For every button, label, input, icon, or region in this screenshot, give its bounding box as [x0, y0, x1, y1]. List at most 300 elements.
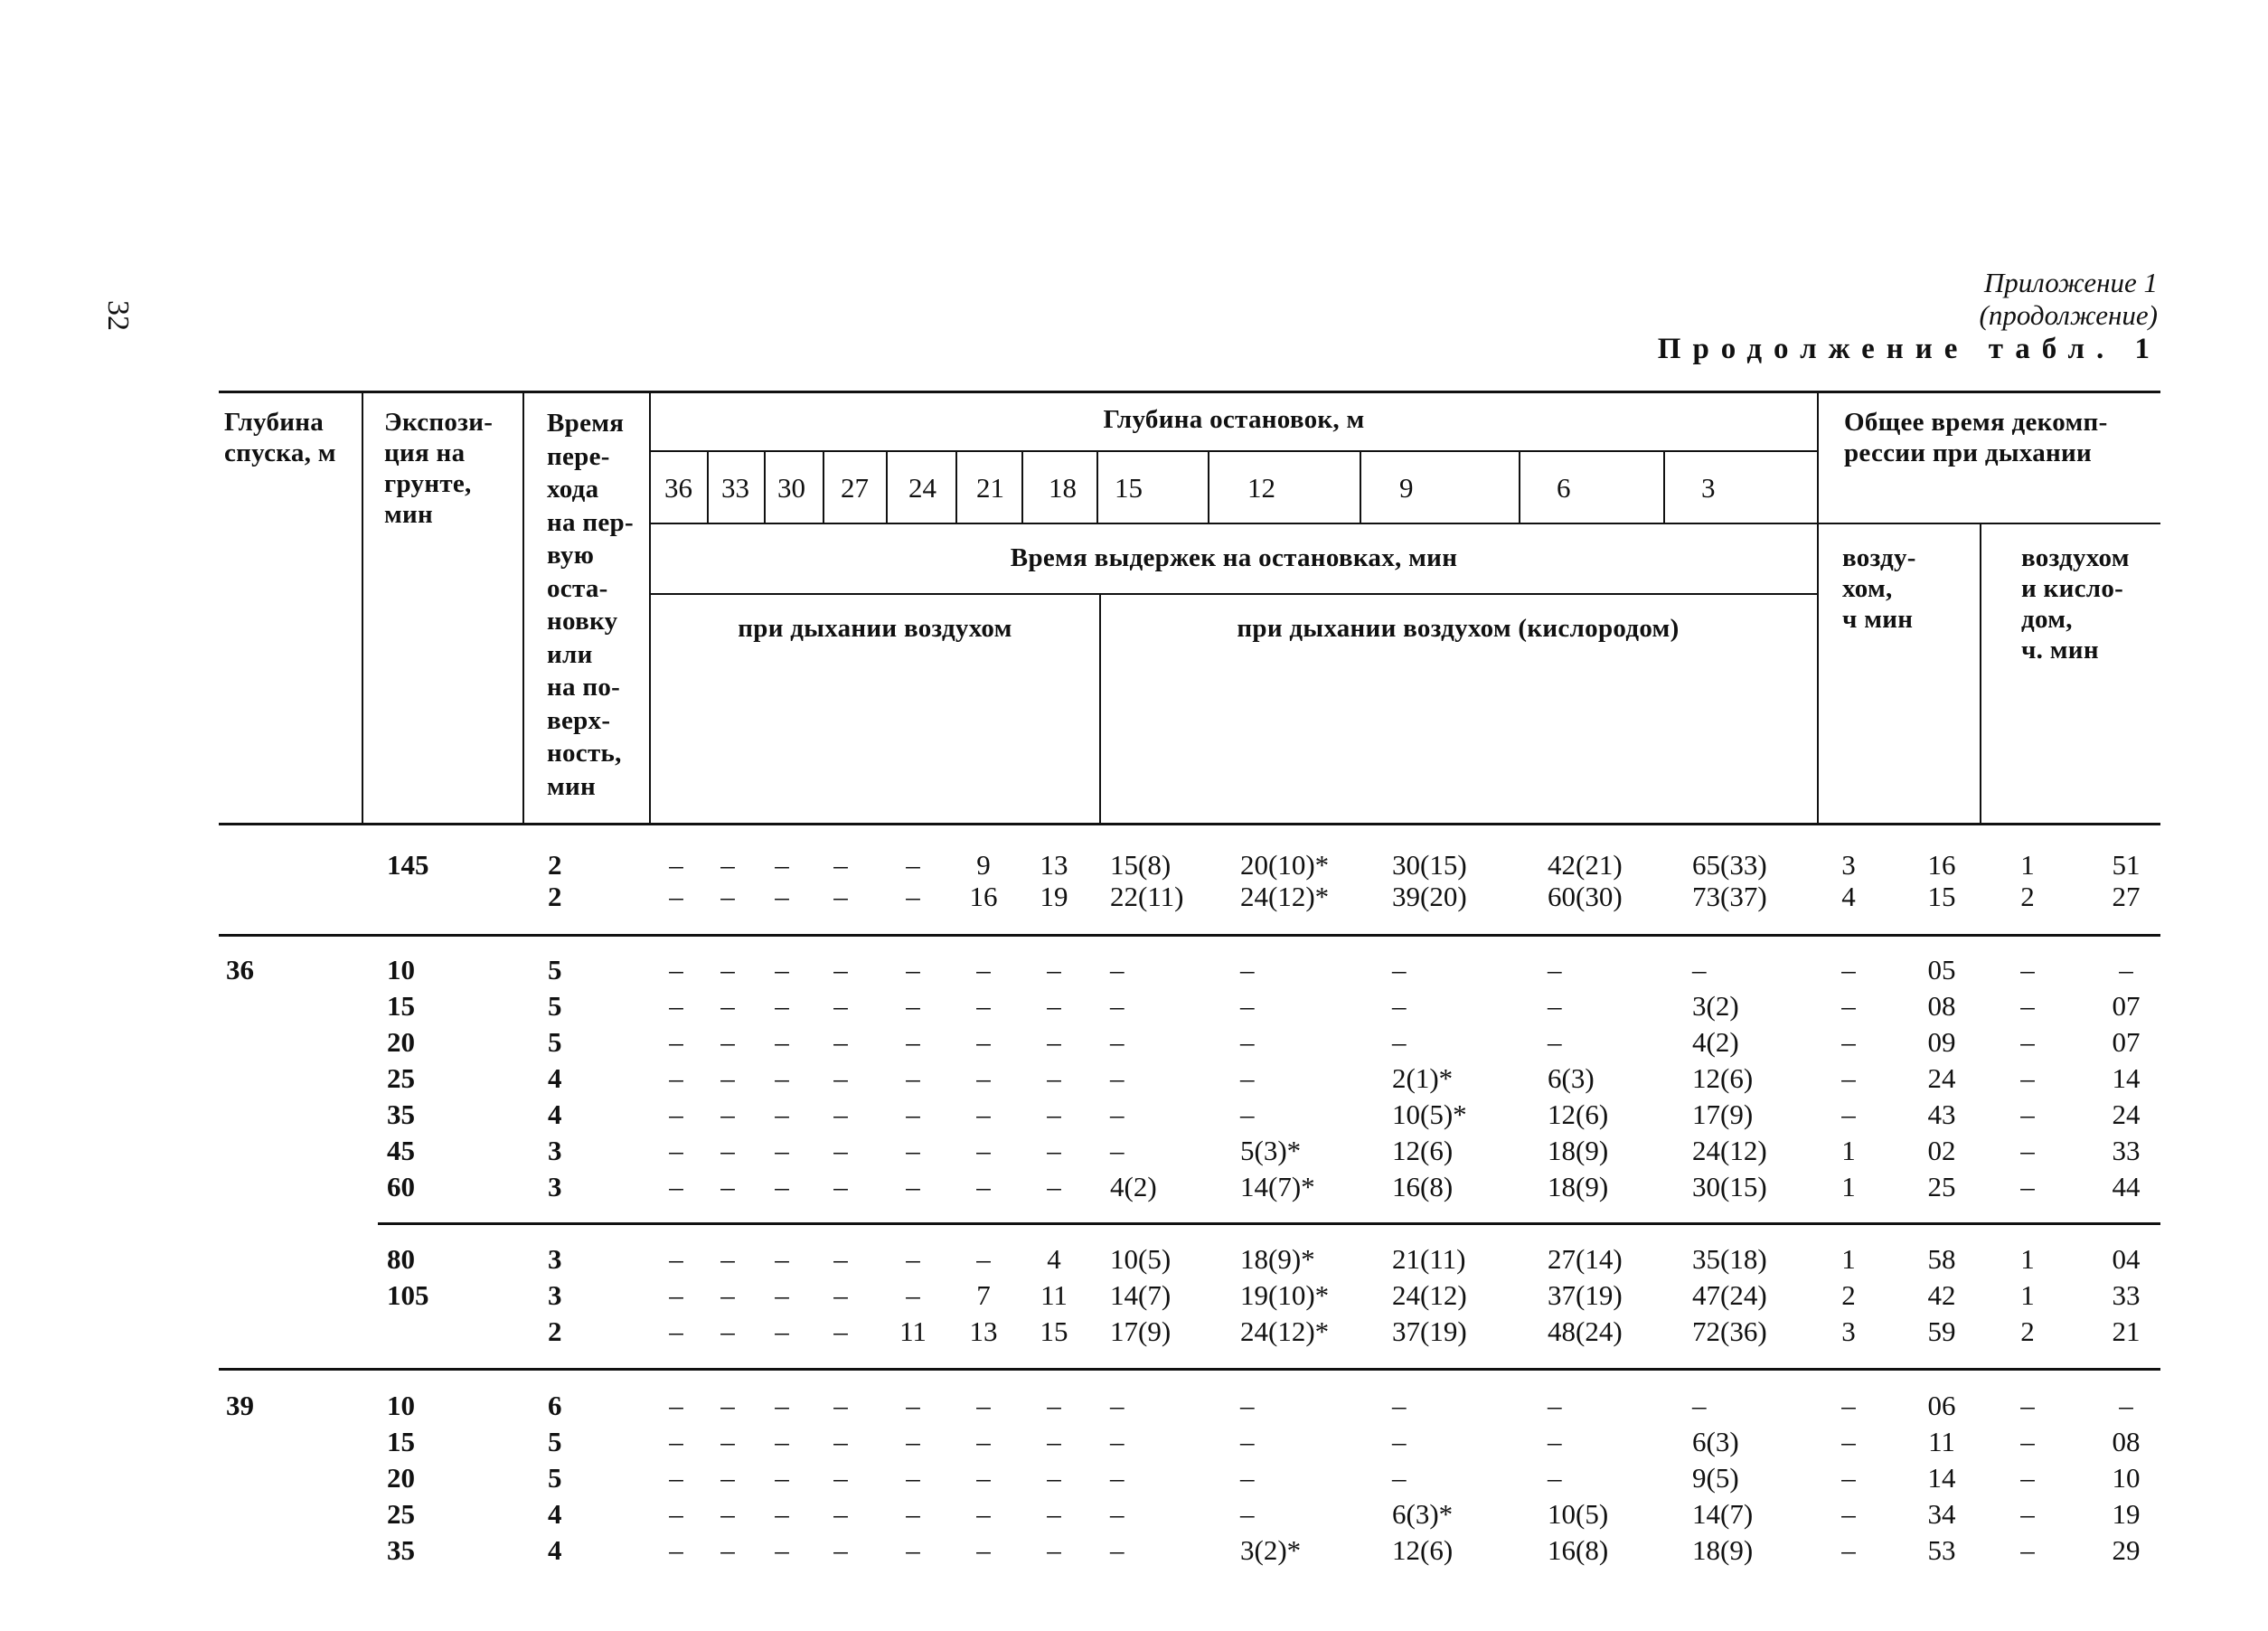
cell-stop-3: 6(3)	[1692, 1426, 1739, 1457]
cell-transition: 3	[548, 1243, 562, 1275]
cell-stop-6: –	[1548, 1426, 1562, 1457]
cell-transition: 6	[548, 1390, 562, 1421]
cell-stop-27: –	[833, 954, 848, 985]
cell-stop-9: –	[1392, 1390, 1407, 1421]
cell-stop-12: 5(3)*	[1240, 1135, 1302, 1166]
cell-stop-9: 24(12)	[1392, 1279, 1467, 1311]
appendix-label	[1980, 267, 2159, 332]
cell-stop-18: –	[1047, 1462, 1061, 1494]
cell-stop-24: –	[906, 881, 920, 912]
cell-stop-9: 6(3)*	[1392, 1498, 1454, 1530]
appendix-line-2: (продолжение)	[1979, 299, 2158, 331]
cell-stop-21: 13	[969, 1315, 998, 1347]
header-transition-line: оста-	[547, 573, 608, 603]
cell-stop-24: –	[906, 1171, 920, 1202]
stop-depth-30: 30	[777, 472, 805, 504]
stop-col-line-24	[886, 452, 888, 523]
cell-stop-36: –	[669, 1062, 683, 1094]
cell-stop-3: 47(24)	[1692, 1279, 1767, 1311]
cell-stop-36: –	[669, 1426, 683, 1457]
cell-stop-27: –	[833, 1315, 848, 1347]
cell-stop-15: –	[1110, 1534, 1125, 1566]
cell-air-hours: –	[1841, 1098, 1856, 1130]
cell-stop-6: 60(30)	[1548, 881, 1623, 912]
cell-stop-3: 72(36)	[1692, 1315, 1767, 1347]
cell-oxy-hours: –	[2020, 1426, 2035, 1457]
cell-stop-9: 2(1)*	[1392, 1062, 1454, 1094]
cell-stop-36: –	[669, 1498, 683, 1530]
cell-air-hours: –	[1841, 954, 1856, 985]
cell-air-hours: 1	[1841, 1243, 1856, 1275]
cell-stop-18: 4	[1047, 1243, 1061, 1275]
header-air-oxy-line: дом,	[2021, 605, 2073, 634]
cell-stop-21: –	[976, 1135, 991, 1166]
cell-stop-30: –	[775, 1135, 789, 1166]
cell-stop-18: –	[1047, 990, 1061, 1022]
cell-oxy-hours: –	[2020, 990, 2035, 1022]
cell-stop-33: –	[720, 1062, 735, 1094]
cell-stop-18: 19	[1040, 881, 1068, 912]
header-transition-line: вую	[547, 541, 595, 570]
cell-stop-18: 13	[1040, 849, 1068, 881]
cell-stop-12: –	[1240, 954, 1255, 985]
cell-stop-27: –	[833, 1426, 848, 1457]
table-row	[0, 1169, 2268, 1205]
cell-stop-33: –	[720, 1462, 735, 1494]
cell-oxy-minutes: 33	[2112, 1135, 2141, 1166]
cell-transition: 2	[548, 1315, 562, 1347]
cell-transition: 4	[548, 1498, 562, 1530]
table-row	[0, 952, 2268, 988]
table-row	[0, 1024, 2268, 1061]
cell-air-hours: –	[1841, 1390, 1856, 1421]
cell-stop-21: –	[976, 1462, 991, 1494]
header-total-line: рессии при дыхании	[1844, 438, 2093, 467]
cell-stop-6: 10(5)	[1548, 1498, 1609, 1530]
cell-stop-15: –	[1110, 1098, 1125, 1130]
cell-stop-15: 14(7)	[1110, 1279, 1172, 1311]
cell-stop-12: –	[1240, 990, 1255, 1022]
cell-depth: 36	[226, 954, 254, 985]
cell-transition: 4	[548, 1098, 562, 1130]
stop-depth-18: 18	[1049, 472, 1077, 504]
cell-stop-21: 7	[976, 1279, 991, 1311]
cell-stop-30: –	[775, 1098, 789, 1130]
cell-stop-36: –	[669, 1098, 683, 1130]
cell-exposure: 15	[387, 990, 415, 1022]
cell-stop-24: –	[906, 990, 920, 1022]
cell-stop-36: –	[669, 1026, 683, 1058]
table-row	[0, 1424, 2268, 1460]
stop-depth-15: 15	[1115, 472, 1143, 504]
cell-transition: 5	[548, 990, 562, 1022]
cell-air-hours: 1	[1841, 1135, 1856, 1166]
cell-transition: 5	[548, 1462, 562, 1494]
header-transition-line: новку	[547, 607, 618, 636]
header-depth-descent	[224, 407, 360, 468]
cell-stop-24: 11	[899, 1315, 927, 1347]
cell-air-minutes: 25	[1927, 1171, 1956, 1202]
cell-oxy-minutes: 29	[2112, 1534, 2141, 1566]
cell-stop-6: 37(19)	[1548, 1279, 1623, 1311]
header-air-line: ч мин	[1842, 605, 1914, 634]
cell-air-minutes: 09	[1927, 1026, 1956, 1058]
table-row	[0, 1241, 2268, 1277]
cell-stop-33: –	[720, 1390, 735, 1421]
stop-depth-rule-bottom	[651, 523, 2160, 524]
cell-stop-33: –	[720, 1315, 735, 1347]
cell-air-hours: 2	[1841, 1279, 1856, 1311]
cell-stop-33: –	[720, 1243, 735, 1275]
cell-exposure: 35	[387, 1534, 415, 1566]
cell-stop-21: –	[976, 1426, 991, 1457]
section-separator	[219, 1368, 2160, 1371]
cell-stop-21: 9	[976, 849, 991, 881]
cell-transition: 5	[548, 954, 562, 985]
cell-stop-24: –	[906, 1534, 920, 1566]
cell-stop-18: –	[1047, 1426, 1061, 1457]
cell-stop-24: –	[906, 1462, 920, 1494]
cell-stop-6: –	[1548, 1390, 1562, 1421]
table-row	[0, 1097, 2268, 1133]
cell-stop-30: –	[775, 1498, 789, 1530]
cell-stop-30: –	[775, 881, 789, 912]
cell-stop-3: 17(9)	[1692, 1098, 1754, 1130]
cell-transition: 4	[548, 1062, 562, 1094]
cell-air-minutes: 34	[1927, 1498, 1956, 1530]
header-air-oxy-line: ч. мин	[2021, 636, 2099, 665]
cell-stop-15: 10(5)	[1110, 1243, 1172, 1275]
cell-stop-15: 17(9)	[1110, 1315, 1172, 1347]
stop-col-line-9	[1360, 452, 1361, 523]
col-divider-2	[522, 392, 524, 823]
cell-stop-18: 15	[1040, 1315, 1068, 1347]
cell-stop-15: 22(11)	[1110, 881, 1184, 912]
cell-stop-33: –	[720, 1026, 735, 1058]
cell-stop-30: –	[775, 1171, 789, 1202]
cell-air-hours: 3	[1841, 1315, 1856, 1347]
cell-stop-36: –	[669, 1462, 683, 1494]
cell-air-minutes: 11	[1928, 1426, 1955, 1457]
cell-oxy-hours: –	[2020, 1098, 2035, 1130]
cell-oxy-minutes: 33	[2112, 1279, 2141, 1311]
cell-stop-12: 3(2)*	[1240, 1534, 1302, 1566]
table-row	[0, 1277, 2268, 1314]
cell-exposure: 45	[387, 1135, 415, 1166]
cell-stop-12: –	[1240, 1098, 1255, 1130]
cell-stop-36: –	[669, 1315, 683, 1347]
cell-stop-27: –	[833, 1243, 848, 1275]
cell-oxy-minutes: 07	[2112, 1026, 2141, 1058]
cell-oxy-hours: 1	[2020, 849, 2035, 881]
cell-stop-36: –	[669, 1135, 683, 1166]
cell-stop-36: –	[669, 954, 683, 985]
cell-stop-21: –	[976, 1534, 991, 1566]
cell-stop-36: –	[669, 1279, 683, 1311]
cell-stop-33: –	[720, 990, 735, 1022]
cell-stop-6: –	[1548, 1026, 1562, 1058]
cell-stop-12: 19(10)*	[1240, 1279, 1330, 1311]
header-exposure-line: грунте,	[384, 469, 472, 498]
cell-stop-21: 16	[969, 881, 998, 912]
cell-stop-33: –	[720, 1171, 735, 1202]
header-breathing-air-oxygen: при дыхании воздухом (кислородом)	[1237, 614, 1680, 643]
cell-stop-18: –	[1047, 1498, 1061, 1530]
stop-col-line-15	[1096, 452, 1098, 523]
cell-stop-27: –	[833, 1534, 848, 1566]
cell-stop-6: 48(24)	[1548, 1315, 1623, 1347]
cell-exposure: 20	[387, 1026, 415, 1058]
cell-stop-24: –	[906, 1279, 920, 1311]
cell-oxy-hours: 2	[2020, 881, 2035, 912]
cell-stop-21: –	[976, 1498, 991, 1530]
table-row	[0, 1388, 2268, 1424]
stop-depth-36: 36	[664, 472, 692, 504]
cell-air-hours: –	[1841, 1426, 1856, 1457]
cell-stop-15: 15(8)	[1110, 849, 1172, 881]
cell-stop-12: –	[1240, 1498, 1255, 1530]
cell-stop-18: –	[1047, 1098, 1061, 1130]
col-divider-3	[649, 392, 651, 823]
cell-stop-24: –	[906, 1062, 920, 1094]
cell-stop-3: 12(6)	[1692, 1062, 1754, 1094]
stop-depth-21: 21	[976, 472, 1004, 504]
cell-oxy-hours: –	[2020, 1462, 2035, 1494]
cell-oxy-minutes: 21	[2112, 1315, 2141, 1347]
cell-stop-6: –	[1548, 954, 1562, 985]
cell-air-hours: –	[1841, 1462, 1856, 1494]
stop-depth-9: 9	[1399, 472, 1414, 504]
cell-stop-21: –	[976, 990, 991, 1022]
cell-stop-9: 21(11)	[1392, 1243, 1466, 1275]
cell-stop-30: –	[775, 849, 789, 881]
table-row	[0, 1532, 2268, 1569]
cell-stop-12: 20(10)*	[1240, 849, 1330, 881]
cell-stop-27: –	[833, 1062, 848, 1094]
cell-oxy-minutes: 51	[2112, 849, 2141, 881]
cell-stop-18: –	[1047, 1062, 1061, 1094]
cell-stop-21: –	[976, 1026, 991, 1058]
cell-stop-3: 24(12)	[1692, 1135, 1767, 1166]
header-transition-time	[547, 407, 646, 803]
table-row	[0, 879, 2268, 915]
cell-transition: 5	[548, 1026, 562, 1058]
cell-stop-15: –	[1110, 1135, 1125, 1166]
header-exposure-line: мин	[384, 500, 434, 529]
cell-air-hours: 1	[1841, 1171, 1856, 1202]
table-row	[0, 1061, 2268, 1097]
cell-transition: 2	[548, 881, 562, 912]
cell-stop-12: 14(7)*	[1240, 1171, 1315, 1202]
cell-stop-12: –	[1240, 1026, 1255, 1058]
cell-stop-3: –	[1692, 1390, 1707, 1421]
cell-stop-24: –	[906, 1498, 920, 1530]
cell-stop-12: 24(12)*	[1240, 881, 1330, 912]
cell-air-minutes: 02	[1927, 1135, 1956, 1166]
cell-air-hours: –	[1841, 990, 1856, 1022]
cell-stop-9: 16(8)	[1392, 1171, 1454, 1202]
cell-stop-9: 12(6)	[1392, 1135, 1454, 1166]
cell-oxy-hours: –	[2020, 1026, 2035, 1058]
cell-stop-30: –	[775, 1426, 789, 1457]
stop-depth-12: 12	[1247, 472, 1275, 504]
cell-stop-36: –	[669, 849, 683, 881]
cell-air-hours: –	[1841, 1498, 1856, 1530]
cell-stop-15: –	[1110, 1462, 1125, 1494]
page-number: 32	[101, 300, 135, 331]
header-total-time	[1844, 407, 2160, 468]
header-transition-line: Время	[547, 409, 625, 438]
cell-depth: 39	[226, 1390, 254, 1421]
cell-air-minutes: 58	[1927, 1243, 1956, 1275]
col-divider-air-oxy	[1980, 524, 1981, 823]
cell-exposure: 145	[387, 849, 429, 881]
cell-stop-30: –	[775, 954, 789, 985]
cell-stop-36: –	[669, 1534, 683, 1566]
cell-stop-30: –	[775, 1534, 789, 1566]
cell-stop-24: –	[906, 954, 920, 985]
table-row	[0, 1460, 2268, 1496]
cell-stop-3: 3(2)	[1692, 990, 1739, 1022]
cell-air-minutes: 53	[1927, 1534, 1956, 1566]
cell-air-hours: –	[1841, 1026, 1856, 1058]
cell-stop-18: –	[1047, 1534, 1061, 1566]
cell-stop-24: –	[906, 1135, 920, 1166]
cell-stop-15: –	[1110, 1026, 1125, 1058]
header-transition-line: или	[547, 639, 593, 669]
cell-exposure: 60	[387, 1171, 415, 1202]
cell-oxy-hours: –	[2020, 954, 2035, 985]
stop-col-line-3	[1663, 452, 1665, 523]
section-separator	[378, 1222, 2160, 1225]
cell-stop-15: –	[1110, 1498, 1125, 1530]
stop-col-line-6	[1519, 452, 1520, 523]
cell-oxy-minutes: 10	[2112, 1462, 2141, 1494]
cell-stop-33: –	[720, 954, 735, 985]
cell-stop-30: –	[775, 1243, 789, 1275]
cell-stop-3: 30(15)	[1692, 1171, 1767, 1202]
cell-stop-12: –	[1240, 1062, 1255, 1094]
cell-oxy-minutes: 27	[2112, 881, 2141, 912]
table-continuation-title: Продолжение табл. 1	[1657, 333, 2161, 365]
stop-depth-24: 24	[908, 472, 936, 504]
cell-stop-21: –	[976, 1390, 991, 1421]
cell-transition: 5	[548, 1426, 562, 1457]
cell-stop-36: –	[669, 990, 683, 1022]
cell-stop-9: 12(6)	[1392, 1534, 1454, 1566]
cell-stop-6: 18(9)	[1548, 1135, 1609, 1166]
cell-stop-18: –	[1047, 954, 1061, 985]
cell-stop-9: –	[1392, 1462, 1407, 1494]
cell-stop-30: –	[775, 990, 789, 1022]
cell-stop-27: –	[833, 881, 848, 912]
cell-stop-36: –	[669, 881, 683, 912]
table-row	[0, 1314, 2268, 1350]
table-row	[0, 847, 2268, 883]
header-breathing-air: при дыхании воздухом	[738, 614, 1012, 643]
cell-stop-30: –	[775, 1390, 789, 1421]
header-transition-line: верх-	[547, 705, 611, 735]
cell-stop-18: –	[1047, 1026, 1061, 1058]
cell-stop-27: –	[833, 1498, 848, 1530]
header-total-line: Общее время декомп-	[1844, 408, 2108, 437]
cell-stop-9: 37(19)	[1392, 1315, 1467, 1347]
cell-stop-3: 73(37)	[1692, 881, 1767, 912]
header-air-oxy-line: и кисло-	[2021, 574, 2124, 603]
cell-transition: 3	[548, 1279, 562, 1311]
cell-stop-3: 4(2)	[1692, 1026, 1739, 1058]
cell-exposure: 20	[387, 1462, 415, 1494]
cell-air-minutes: 42	[1927, 1279, 1956, 1311]
cell-stop-6: 18(9)	[1548, 1171, 1609, 1202]
cell-stop-6: 12(6)	[1548, 1098, 1609, 1130]
cell-oxy-hours: –	[2020, 1390, 2035, 1421]
stop-col-line-12	[1208, 452, 1209, 523]
cell-oxy-minutes: –	[2119, 954, 2133, 985]
cell-air-hours: –	[1841, 1534, 1856, 1566]
cell-stop-27: –	[833, 1390, 848, 1421]
cell-stop-6: 42(21)	[1548, 849, 1623, 881]
cell-stop-18: –	[1047, 1171, 1061, 1202]
cell-oxy-minutes: –	[2119, 1390, 2133, 1421]
header-air-col	[1842, 542, 1978, 635]
cell-stop-6: 27(14)	[1548, 1243, 1623, 1275]
stop-depth-27: 27	[841, 472, 869, 504]
header-transition-line: ность,	[547, 739, 622, 768]
cell-stop-30: –	[775, 1062, 789, 1094]
header-exposure-line: Экспози-	[384, 408, 494, 437]
cell-stop-33: –	[720, 1534, 735, 1566]
cell-air-minutes: 16	[1927, 849, 1956, 881]
cell-exposure: 25	[387, 1498, 415, 1530]
cell-oxy-hours: 2	[2020, 1315, 2035, 1347]
cell-stop-24: –	[906, 1426, 920, 1457]
cell-oxy-minutes: 04	[2112, 1243, 2141, 1275]
table-row	[0, 988, 2268, 1024]
cell-stop-30: –	[775, 1462, 789, 1494]
stop-depth-33: 33	[721, 472, 749, 504]
cell-air-minutes: 43	[1927, 1098, 1956, 1130]
cell-oxy-minutes: 44	[2112, 1171, 2141, 1202]
cell-stop-3: 65(33)	[1692, 849, 1767, 881]
cell-stop-12: –	[1240, 1462, 1255, 1494]
header-air-line: хом,	[1842, 574, 1893, 603]
cell-air-minutes: 15	[1927, 881, 1956, 912]
cell-air-minutes: 59	[1927, 1315, 1956, 1347]
cell-oxy-hours: –	[2020, 1534, 2035, 1566]
header-hold-time: Время выдержек на остановках, мин	[1010, 543, 1458, 572]
cell-exposure: 10	[387, 954, 415, 985]
cell-transition: 4	[548, 1534, 562, 1566]
cell-stop-12: 18(9)*	[1240, 1243, 1315, 1275]
cell-stop-27: –	[833, 990, 848, 1022]
cell-stop-33: –	[720, 849, 735, 881]
cell-oxy-minutes: 07	[2112, 990, 2141, 1022]
cell-stop-9: –	[1392, 1426, 1407, 1457]
cell-stop-9: 10(5)*	[1392, 1098, 1467, 1130]
cell-stop-3: 9(5)	[1692, 1462, 1739, 1494]
cell-air-minutes: 06	[1927, 1390, 1956, 1421]
section-separator	[219, 934, 2160, 937]
cell-stop-18: –	[1047, 1390, 1061, 1421]
header-air-line: возду-	[1842, 543, 1916, 572]
cell-transition: 3	[548, 1171, 562, 1202]
header-stop-depth: Глубина остановок, м	[1103, 405, 1365, 434]
cell-air-hours: 3	[1841, 849, 1856, 881]
cell-stop-12: –	[1240, 1390, 1255, 1421]
cell-stop-24: –	[906, 1243, 920, 1275]
cell-stop-33: –	[720, 1135, 735, 1166]
